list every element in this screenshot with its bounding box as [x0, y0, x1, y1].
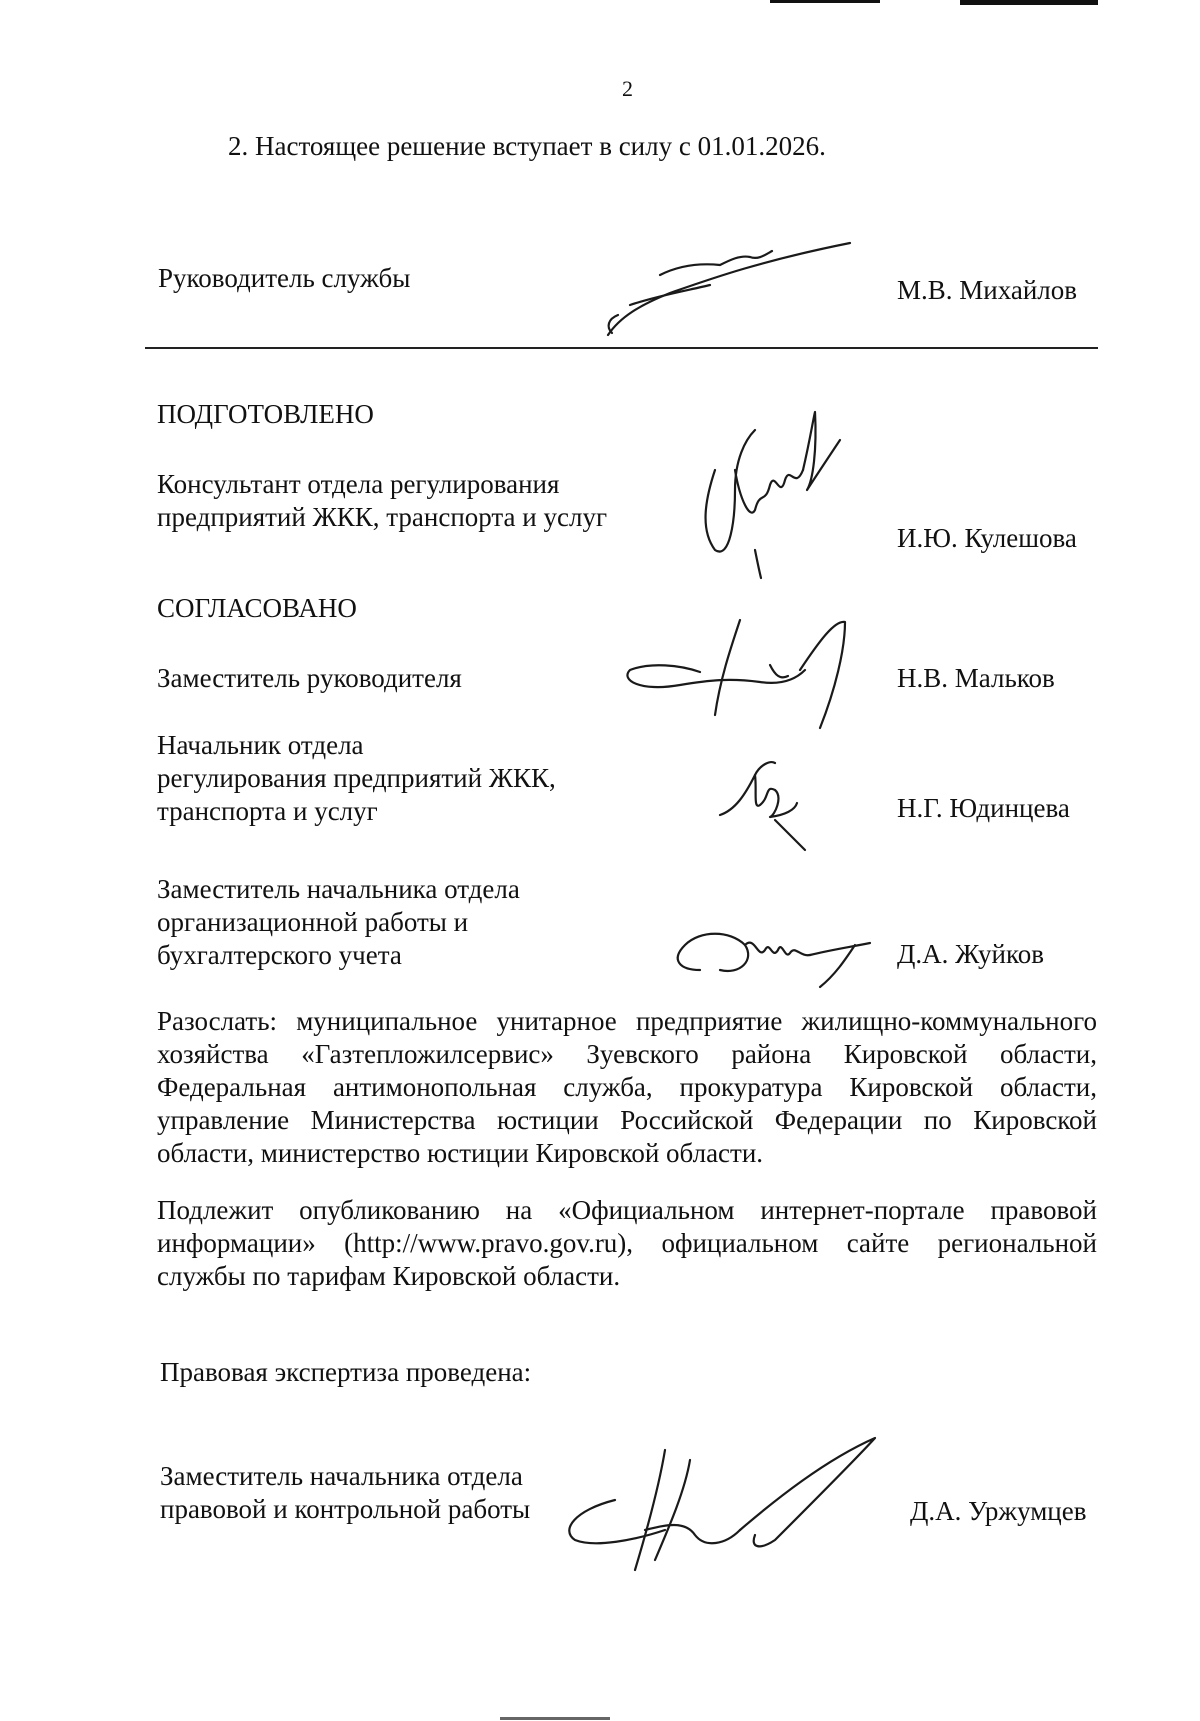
signer-2-position-line-2: регулирования предприятий ЖКК,: [157, 763, 556, 793]
prepared-name: И.Ю. Кулешова: [897, 523, 1077, 553]
signer-3-name: Д.А. Жуйков: [897, 939, 1044, 969]
signer-2-position-line-3: транспорта и услуг: [157, 796, 378, 826]
prepared-position-line-2: предприятий ЖКК, транспорта и услуг: [157, 502, 608, 532]
signer-3-position-line-3: бухгалтерского учета: [157, 940, 402, 970]
signer-3-position-line-1: Заместитель начальника отдела: [157, 874, 520, 904]
legal-review-signature: [555, 1430, 885, 1580]
head-position: Руководитель службы: [158, 263, 411, 293]
signer-3-signature: [670, 915, 880, 995]
page-number: 2: [622, 76, 633, 101]
scan-artifact-bottom: [500, 1717, 610, 1720]
signer-1-signature: [620, 610, 860, 740]
signer-2-signature: [715, 755, 815, 855]
head-name: М.В. Михайлов: [897, 275, 1078, 305]
head-signature: [600, 235, 860, 345]
legal-review-position-line-1: Заместитель начальника отдела: [160, 1461, 523, 1491]
separator-line: [145, 347, 1098, 349]
signer-1-position-line-1: Заместитель руководителя: [157, 663, 462, 693]
signer-1-name: Н.В. Мальков: [897, 663, 1055, 693]
legal-review-position-line-2: правовой и контрольной работы: [160, 1494, 531, 1524]
prepared-position-line-1: Консультант отдела регулирования: [157, 469, 560, 499]
signer-2-position-line-1: Начальник отдела: [157, 730, 364, 760]
scan-artifact-top: [770, 0, 880, 3]
publication-text: Подлежит опубликованию на «Официальном интернет-портале правовой информации» (http://www.pravo.gov.ru), официальном сайте региональной службы по тарифам Кировской области.: [157, 1195, 1097, 1291]
legal-review-heading: Правовая экспертиза проведена:: [160, 1357, 532, 1387]
legal-review-name: Д.А. Уржумцев: [910, 1496, 1087, 1526]
prepared-heading: ПОДГОТОВЛЕНО: [157, 399, 374, 429]
approved-heading: СОГЛАСОВАНО: [157, 593, 357, 623]
distribution-text: Разослать: муниципальное унитарное предприятие жилищно-коммунального хозяйства «Газтепложилсервис» Зуевского района Кировской области, Федеральная антимонопольная служба, прокуратура Кировской области, управление Министерства юстиции Российской Федерации по Кировской области, министерство юстиции Кировской области.: [157, 1006, 1097, 1168]
effective-date-clause: 2. Настоящее решение вступает в силу с 01.01.2026.: [228, 131, 826, 161]
signer-2-name: Н.Г. Юдинцева: [897, 793, 1070, 823]
signer-3-position-line-2: организационной работы и: [157, 907, 469, 937]
prepared-signature: [695, 410, 845, 580]
scan-artifact-top-right: [960, 0, 1098, 5]
